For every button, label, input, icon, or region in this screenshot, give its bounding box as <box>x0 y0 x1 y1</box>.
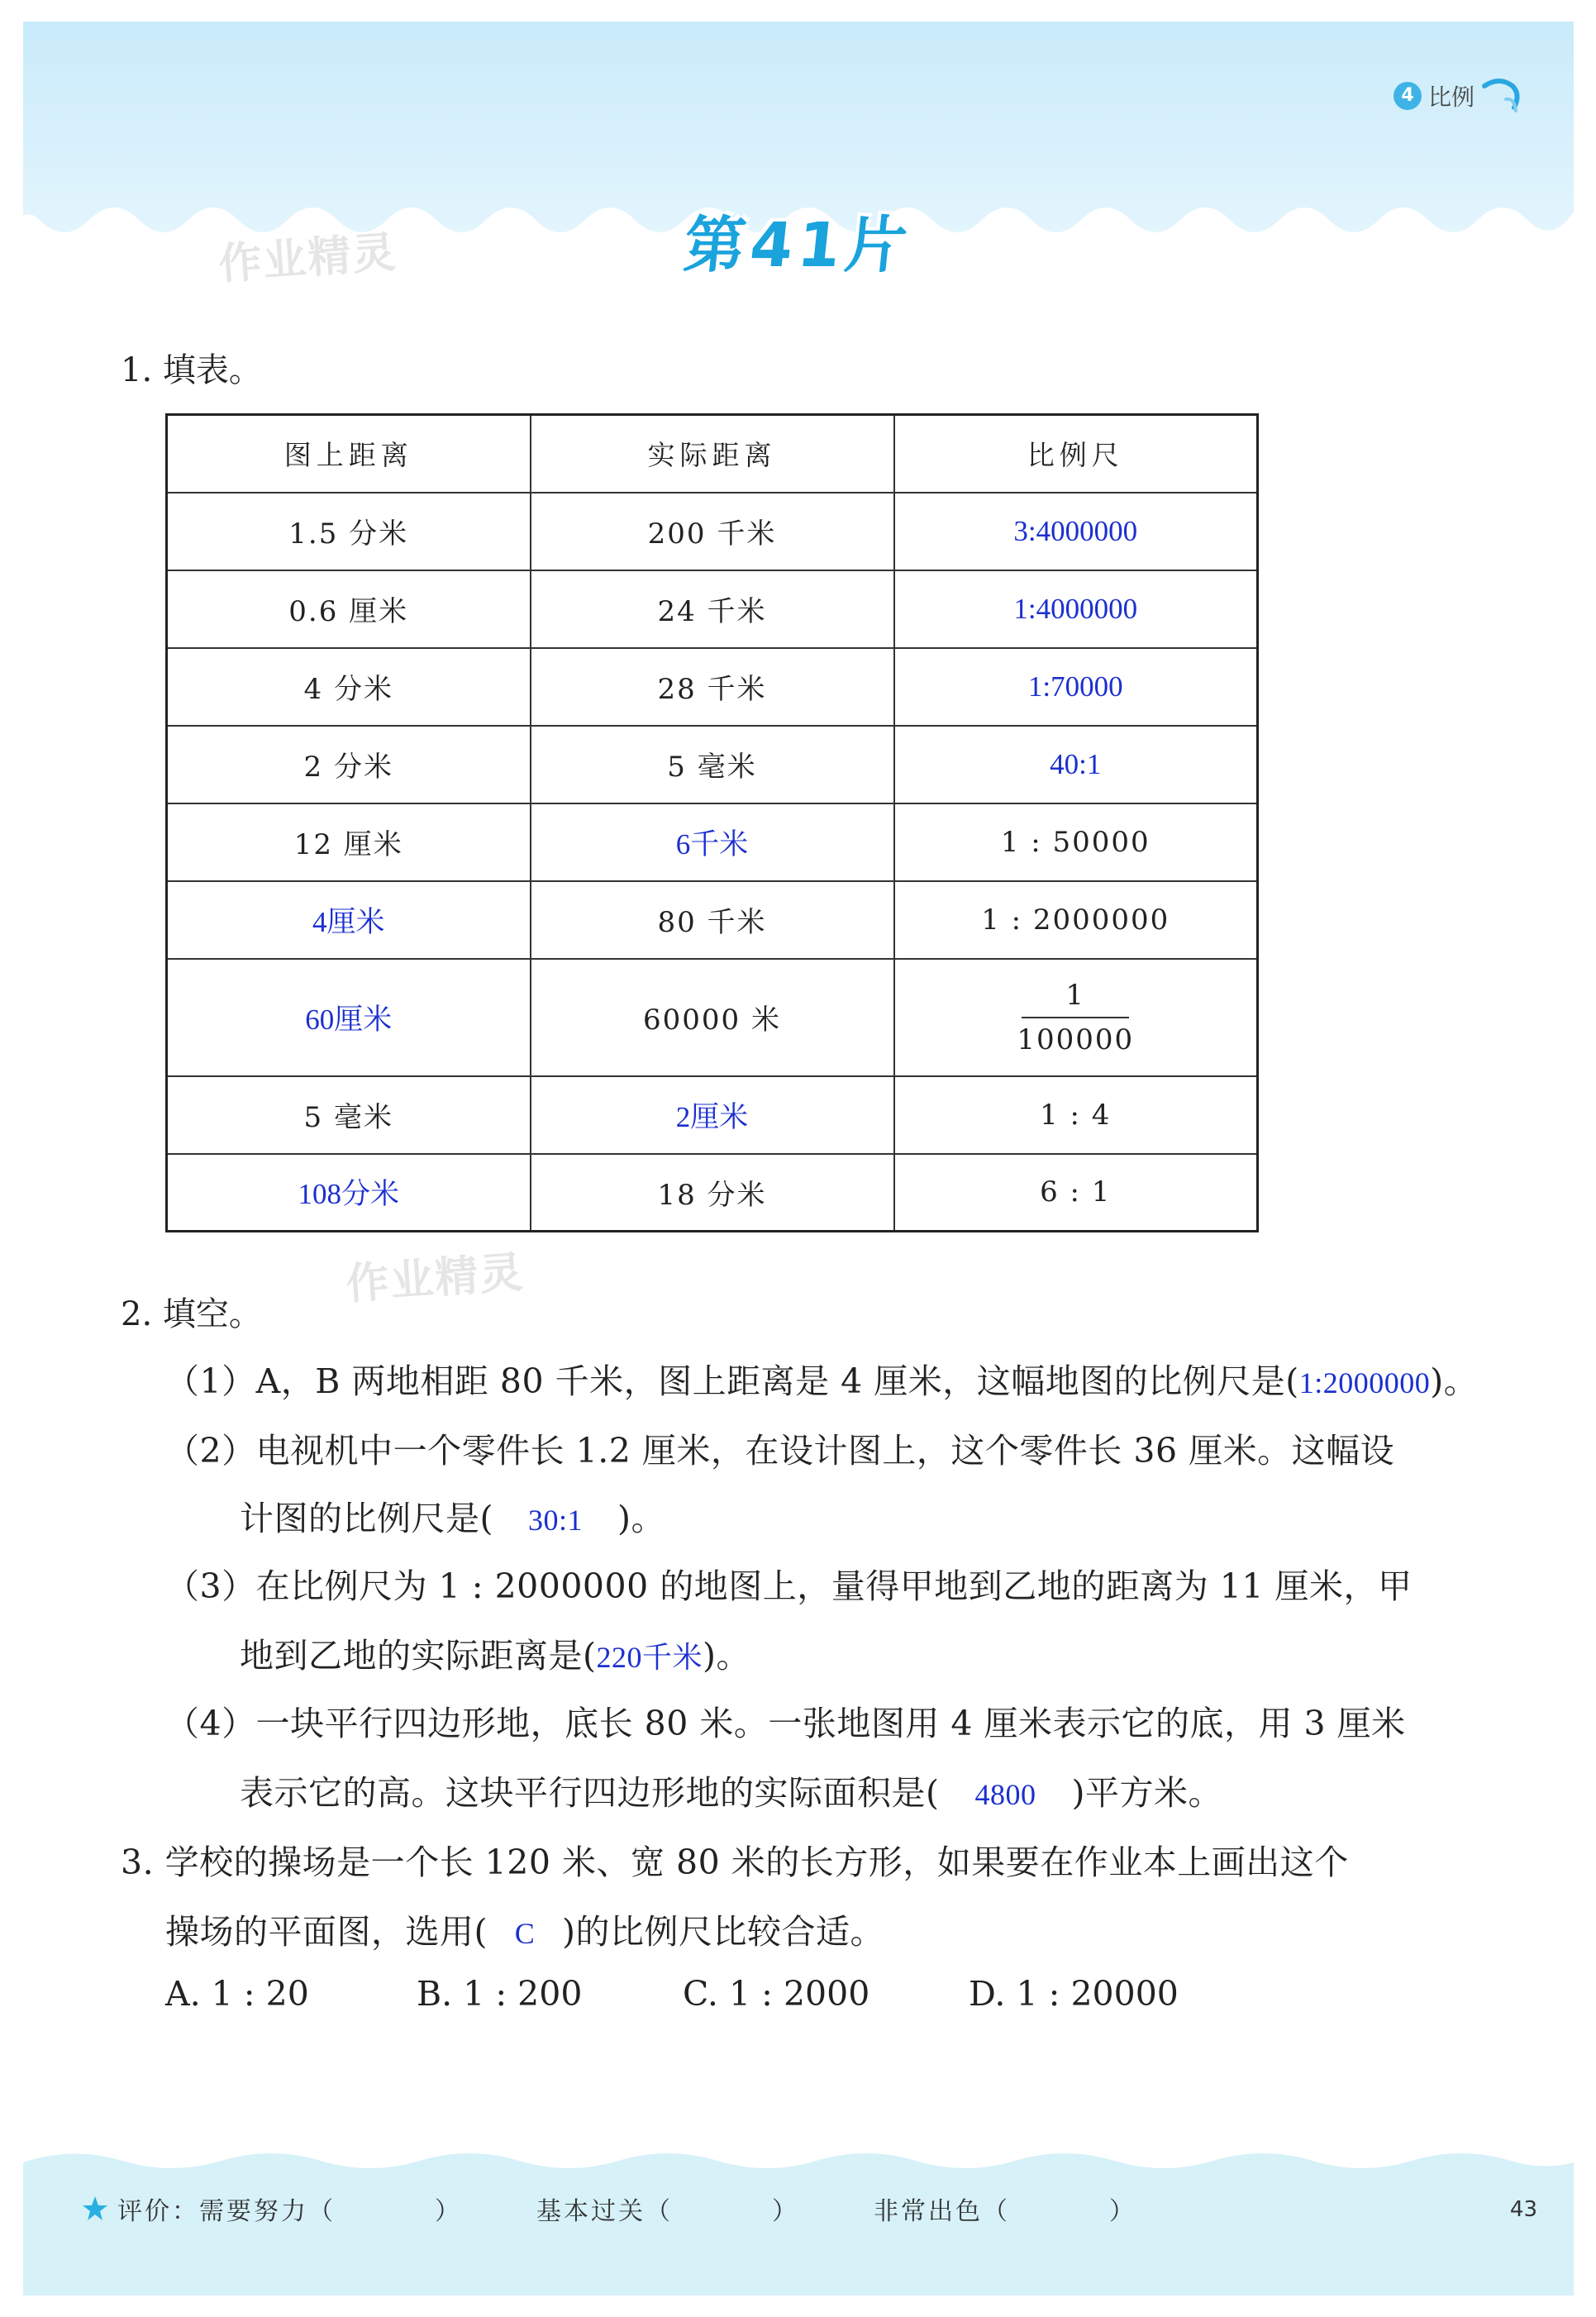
evaluation-row <box>81 2191 1136 2227</box>
fraction-bar <box>1022 1017 1129 1018</box>
table-cell: 18 分米 <box>531 1154 894 1232</box>
answer-cell: 60厘米 <box>167 959 531 1076</box>
table-cell: 5 毫米 <box>167 1076 531 1154</box>
q2-part4-end: )平方米。 <box>1071 1773 1222 1813</box>
chapter-number-badge: 4 <box>1394 82 1422 110</box>
q3-choices <box>165 1974 1240 2014</box>
eval-pass: 基本过关（ <box>536 2197 673 2226</box>
table-cell: 4 分米 <box>167 648 531 726</box>
choice-d: D. 1 : 20000 <box>969 1974 1179 2014</box>
table-cell: 5 毫米 <box>531 726 894 803</box>
scale-fraction <box>1017 977 1134 1058</box>
q2-part1 <box>165 1354 1478 1403</box>
choice-c: C. 1 : 2000 <box>683 1974 870 2014</box>
q2-part2-line2 <box>240 1491 665 1540</box>
table-row <box>167 959 1258 1076</box>
watermark-top: 作业精灵 <box>217 227 399 290</box>
q3-answer: C <box>514 1917 536 1950</box>
q2-part4-text: 表示它的高。这块平行四边形地的实际面积是( <box>240 1773 940 1813</box>
table-cell: 12 厘米 <box>167 803 531 881</box>
table-cell: 24 千米 <box>531 570 894 648</box>
answer-cell: 1:4000000 <box>894 570 1258 648</box>
question-2-title: 2. 填空。 <box>121 1295 262 1333</box>
table-cell: 1 : 4 <box>894 1076 1258 1154</box>
eval-close-1: ） <box>435 2197 462 2226</box>
choice-b: B. 1 : 200 <box>417 1974 583 2014</box>
header-actual-distance: 实际距离 <box>531 415 894 493</box>
q2-part3-answer: 220千米 <box>596 1641 703 1674</box>
answer-cell: 1:70000 <box>894 648 1258 726</box>
page-header <box>23 21 1574 294</box>
table-row <box>167 648 1258 726</box>
eval-close-3: ） <box>1109 2197 1136 2226</box>
answer-cell: 3:4000000 <box>894 493 1258 570</box>
q2-part2-end: )。 <box>617 1499 665 1538</box>
page-number: 43 <box>1509 2197 1537 2222</box>
answer-cell: 108分米 <box>167 1154 531 1232</box>
q2-part4-line2 <box>240 1766 1222 1814</box>
chapter-label <box>1394 74 1524 117</box>
q2-part1-text: （1）A，B 两地相距 80 千米，图上距离是 4 厘米，这幅地图的比例尺是( <box>165 1361 1299 1401</box>
table-row <box>167 726 1258 803</box>
swirl-icon <box>1481 74 1524 117</box>
answer-cell: 4厘米 <box>167 881 531 959</box>
table-cell: 200 千米 <box>531 493 894 570</box>
worksheet-page <box>23 21 1574 2296</box>
watermark-middle: 作业精灵 <box>344 1247 526 1310</box>
fraction-denominator: 100000 <box>1017 1023 1135 1056</box>
page-title: 第41片 <box>680 210 916 281</box>
table-cell: 80 千米 <box>531 881 894 959</box>
table-row <box>167 1154 1258 1232</box>
star-icon <box>81 2195 109 2223</box>
q3-text: 操场的平面图，选用( <box>165 1912 488 1952</box>
eval-excellent: 非常出色（ <box>874 2197 1010 2226</box>
page-footer <box>23 2146 1574 2296</box>
q2-part1-end: )。 <box>1430 1361 1479 1401</box>
eval-needs-effort: 需要努力（ <box>199 2197 336 2226</box>
choice-a: A. 1 : 20 <box>165 1974 309 2014</box>
q2-part2-answer: 30:1 <box>527 1504 583 1537</box>
question-3-line1: 3. 学校的操场是一个长 120 米、宽 80 米的长方形，如果要在作业本上画出这个 <box>121 1843 1349 1882</box>
table-cell-fraction <box>894 959 1258 1076</box>
table-row <box>167 570 1258 648</box>
q2-part4-line1: （4）一块平行四边形地，底长 80 米。一张地图用 4 厘米表示它的底，用 3 厘米 <box>165 1704 1406 1743</box>
table-row <box>167 803 1258 881</box>
question-1-title: 1. 填表。 <box>121 351 262 389</box>
header-scale: 比例尺 <box>894 415 1258 493</box>
q2-part4-answer: 4800 <box>974 1778 1036 1811</box>
q2-part3-text: 地到乙地的实际距离是( <box>240 1636 597 1676</box>
table-cell: 2 分米 <box>167 726 531 803</box>
chapter-name: 比例 <box>1427 83 1475 111</box>
table-row <box>167 881 1258 959</box>
q2-part2-line1: （2）电视机中一个零件长 1.2 厘米，在设计图上，这个零件长 36 厘米。这幅设 <box>165 1431 1395 1471</box>
scale-table <box>165 413 1259 1232</box>
q2-part1-answer: 1:2000000 <box>1298 1366 1431 1399</box>
fraction-numerator: 1 <box>1065 978 1086 1012</box>
table-cell: 1.5 分米 <box>167 493 531 570</box>
q2-part3-line1: （3）在比例尺为 1 : 2000000 的地图上，量得甲地到乙地的距离为 11 厘米，甲 <box>165 1566 1413 1606</box>
table-row <box>167 493 1258 570</box>
table-cell: 1 : 2000000 <box>894 881 1258 959</box>
table-row <box>167 1076 1258 1154</box>
answer-cell: 40:1 <box>894 726 1258 803</box>
question-3-line2 <box>165 1905 884 1953</box>
table-cell: 60000 米 <box>531 959 894 1076</box>
q3-end: )的比例尺比较合适。 <box>562 1912 884 1952</box>
q2-part3-line2 <box>240 1628 750 1677</box>
q2-part2-text: 计图的比例尺是( <box>240 1499 493 1538</box>
table-cell: 28 千米 <box>531 648 894 726</box>
table-cell: 0.6 厘米 <box>167 570 531 648</box>
q2-part3-end: )。 <box>703 1636 751 1676</box>
table-cell: 1 : 50000 <box>894 803 1258 881</box>
answer-cell: 2厘米 <box>531 1076 894 1154</box>
header-map-distance: 图上距离 <box>167 415 531 493</box>
table-header-row <box>167 415 1258 493</box>
eval-label: 评价： <box>117 2197 199 2226</box>
answer-cell: 6千米 <box>531 803 894 881</box>
eval-close-2: ） <box>772 2197 799 2226</box>
table-cell: 6 : 1 <box>894 1154 1258 1232</box>
